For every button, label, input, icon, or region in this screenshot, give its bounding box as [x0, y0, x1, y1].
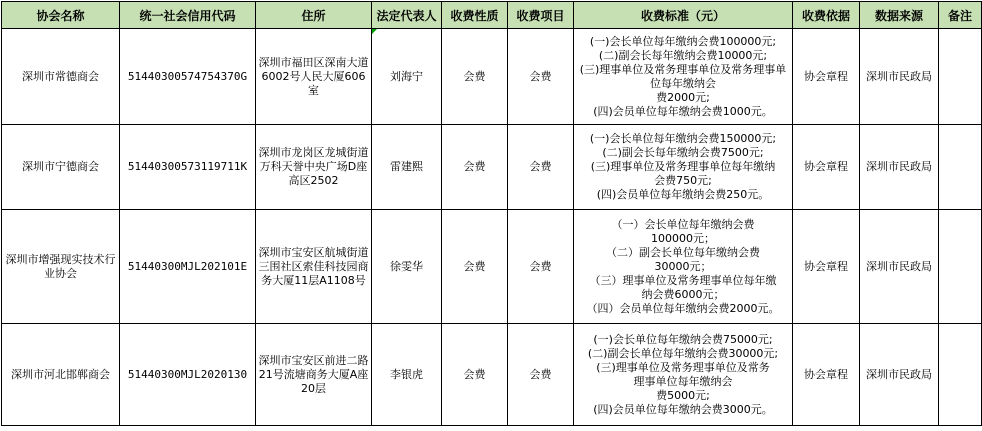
cell-nature[interactable]: 会费 [442, 29, 508, 125]
cell-name[interactable]: 深圳市常德商会 [2, 29, 120, 125]
cell-source[interactable]: 深圳市民政局 [860, 324, 939, 426]
cell-name[interactable]: 深圳市河北邯郸商会 [2, 324, 120, 426]
standard-line: (三)理事单位及常务理事单位每年缴纳 [590, 160, 776, 173]
cell-item[interactable]: 会费 [508, 324, 574, 426]
cell-code[interactable]: 51440300MJL2020130 [120, 324, 256, 426]
standard-line: 30000元； [654, 259, 712, 273]
cell-source[interactable]: 深圳市民政局 [860, 29, 939, 125]
standard-line: (二)副会长每年缴纳会费10000元; [598, 48, 768, 62]
cell-standard[interactable] [574, 210, 793, 324]
cell-source[interactable]: 深圳市民政局 [860, 125, 939, 210]
standard-line: (三)理事单位及常务理事单位及常务 [596, 360, 770, 374]
table-row [2, 210, 982, 324]
standard-line: (二)副会长每年缴纳会费7500元; [602, 146, 764, 159]
cell-item[interactable]: 会费 [508, 125, 574, 210]
standard-line: 费2000元; [656, 90, 710, 104]
standard-line: (四)会员单位每年缴纳会费250元。 [596, 188, 770, 201]
header-rep[interactable]: 法定代表人 [372, 2, 442, 29]
cell-standard[interactable] [574, 29, 793, 125]
header-address[interactable]: 住所 [256, 2, 372, 29]
standard-line: 会费750元; [654, 174, 712, 187]
standard-line: （三）理事单位及常务理事单位每年缴 [589, 273, 777, 287]
cell-basis[interactable]: 协会章程 [793, 29, 860, 125]
cell-code[interactable]: 51440300MJL202101E [120, 210, 256, 324]
header-item[interactable]: 收费项目 [508, 2, 574, 29]
cell-nature[interactable]: 会费 [442, 125, 508, 210]
standard-line: (一)会长单位每年缴纳会费100000元; [589, 34, 777, 48]
cell-item[interactable]: 会费 [508, 210, 574, 324]
header-note[interactable]: 备注 [939, 2, 982, 29]
cell-standard[interactable] [574, 125, 793, 210]
cell-address[interactable]: 深圳市福田区深南大道6002号人民大厦606室 [256, 29, 372, 125]
header-row [2, 2, 982, 29]
cell-rep[interactable]: 雷建熙 [372, 125, 442, 210]
standard-line: （四）会员单位每年缴纳会费2000元。 [586, 301, 780, 315]
cell-standard[interactable] [574, 324, 793, 426]
cell-basis[interactable]: 协会章程 [793, 125, 860, 210]
cell-nature[interactable]: 会费 [442, 324, 508, 426]
cell-address[interactable]: 深圳市宝安区前进二路21号流塘商务大厦A座20层 [256, 324, 372, 426]
header-source[interactable]: 数据来源 [860, 2, 939, 29]
cell-code[interactable]: 51440300573119711K [120, 125, 256, 210]
standard-line: (三)理事单位及常务理事单位及常务理事单位每年缴纳会 [579, 62, 787, 90]
cell-note[interactable] [939, 324, 982, 426]
cell-code[interactable]: 51440300574754370G [120, 29, 256, 125]
header-code[interactable]: 统一社会信用代码 [120, 2, 256, 29]
cell-basis[interactable]: 协会章程 [793, 210, 860, 324]
header-standard[interactable]: 收费标准（元） [574, 2, 793, 29]
header-nature[interactable]: 收费性质 [442, 2, 508, 29]
header-basis[interactable]: 收费依据 [793, 2, 860, 29]
standard-line: （二）副会长单位每年缴纳会费 [606, 245, 760, 259]
cell-note[interactable] [939, 210, 982, 324]
cell-rep[interactable]: 徐雯华 [372, 210, 442, 324]
cell-item[interactable]: 会费 [508, 29, 574, 125]
table-row [2, 324, 982, 426]
standard-line: (四)会员单位每年缴纳会费3000元。 [593, 402, 773, 416]
table-row [2, 29, 982, 125]
table-row [2, 125, 982, 210]
cell-name[interactable]: 深圳市宁德商会 [2, 125, 120, 210]
header-name[interactable]: 协会名称 [2, 2, 120, 29]
cell-rep[interactable]: 刘海宁 [372, 29, 442, 125]
standard-line: (四)会员单位每年缴纳会费1000元。 [593, 104, 773, 118]
standard-line: (一)会长单位每年缴纳会费150000元; [589, 132, 777, 145]
cell-note[interactable] [939, 29, 982, 125]
cell-name[interactable]: 深圳市增强现实技术行业协会 [2, 210, 120, 324]
standard-line: (一)会长单位每年缴纳会费75000元; [593, 332, 773, 346]
standard-line: （一）会长单位每年缴纳会费 [611, 217, 755, 231]
standard-line: (二)副会长单位每年缴纳会费30000元; [587, 346, 779, 360]
cell-source[interactable]: 深圳市民政局 [860, 210, 939, 324]
standard-line: 100000元； [651, 231, 715, 245]
cell-address[interactable]: 深圳市宝安区航城街道三围社区索佳科技园商务大厦11层A1108号 [256, 210, 372, 324]
cell-address[interactable]: 深圳市龙岗区龙城街道万科天誉中央广场D座高区2502 [256, 125, 372, 210]
standard-line: 纳会费6000元； [641, 287, 725, 301]
standard-line: 理事单位每年缴纳会 [633, 374, 733, 388]
fee-table [1, 1, 982, 426]
cell-nature[interactable]: 会费 [442, 210, 508, 324]
cell-note[interactable] [939, 125, 982, 210]
standard-line: 费5000元; [656, 388, 710, 402]
cell-basis[interactable]: 协会章程 [793, 324, 860, 426]
cell-rep[interactable]: 李银虎 [372, 324, 442, 426]
